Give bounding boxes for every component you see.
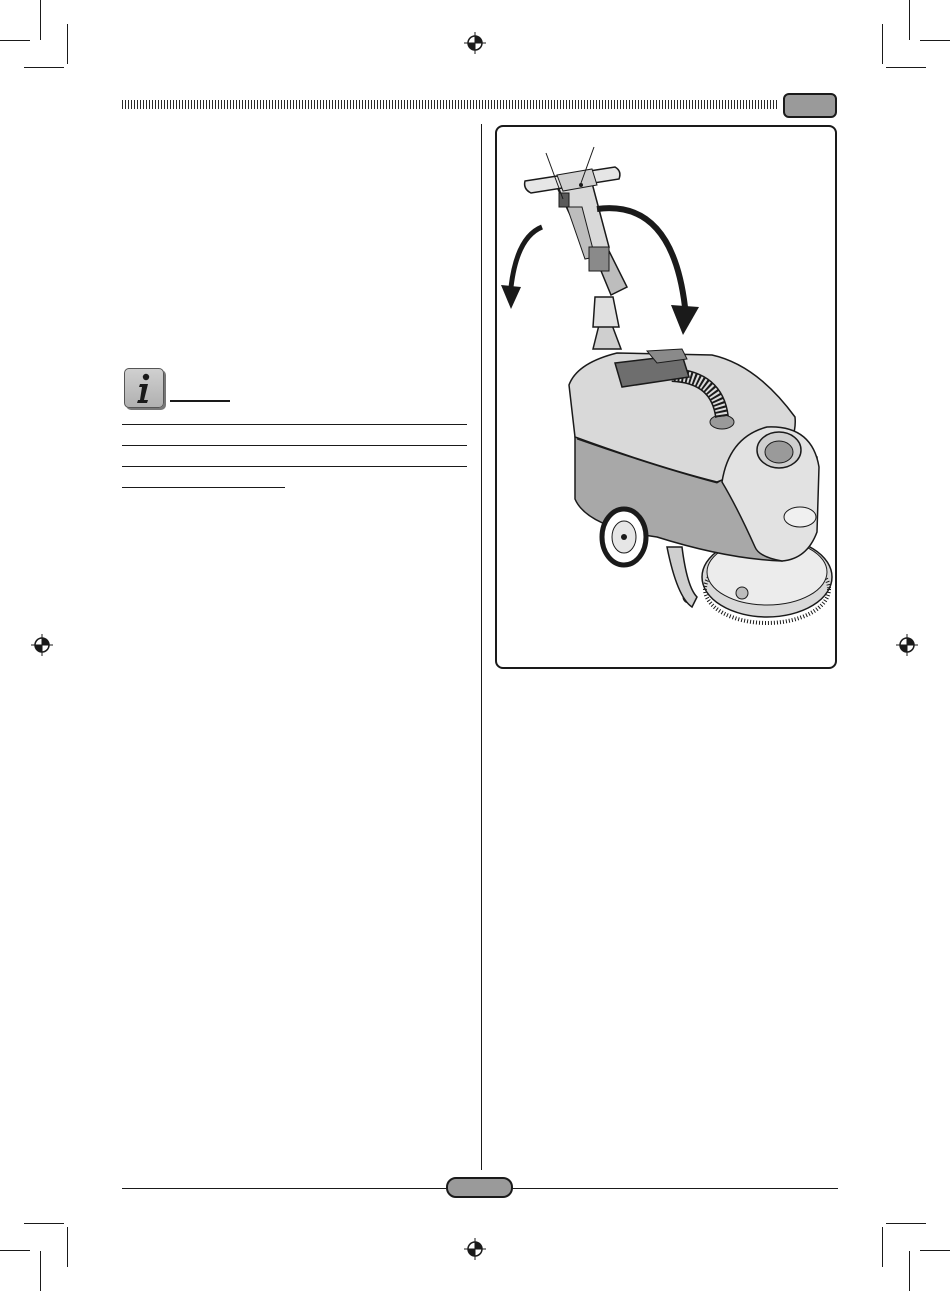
crop-mark — [0, 40, 30, 41]
info-glyph-icon — [125, 369, 163, 407]
crop-mark — [886, 1223, 926, 1224]
crop-mark — [40, 0, 41, 40]
crop-mark — [909, 0, 910, 40]
crop-mark — [886, 67, 926, 68]
scrubber-dryer-machine-illustration — [497, 127, 835, 667]
page-number-badge — [446, 1177, 513, 1198]
crop-mark — [920, 40, 950, 41]
info-note-line — [122, 424, 467, 425]
registration-mark-icon — [464, 1238, 486, 1260]
info-note-line-end — [122, 487, 285, 488]
info-note-line — [122, 466, 467, 467]
crop-mark — [882, 24, 883, 64]
crop-mark — [920, 1250, 950, 1251]
crop-mark — [24, 67, 64, 68]
language-tab — [783, 93, 837, 118]
crop-mark — [0, 1250, 30, 1251]
header-dotted-rule — [122, 100, 777, 109]
info-note-heading-underline — [170, 400, 230, 402]
info-icon — [124, 368, 164, 408]
crop-mark — [40, 1251, 41, 1291]
crop-mark — [67, 1227, 68, 1267]
registration-mark-icon — [896, 634, 918, 656]
crop-mark — [67, 24, 68, 64]
registration-mark-icon — [31, 634, 53, 656]
figure-panel — [495, 125, 837, 669]
crop-mark — [882, 1227, 883, 1267]
crop-mark — [909, 1251, 910, 1291]
info-note-line — [122, 445, 467, 446]
registration-mark-icon — [464, 32, 486, 54]
column-divider — [481, 124, 482, 1170]
crop-mark — [24, 1223, 64, 1224]
